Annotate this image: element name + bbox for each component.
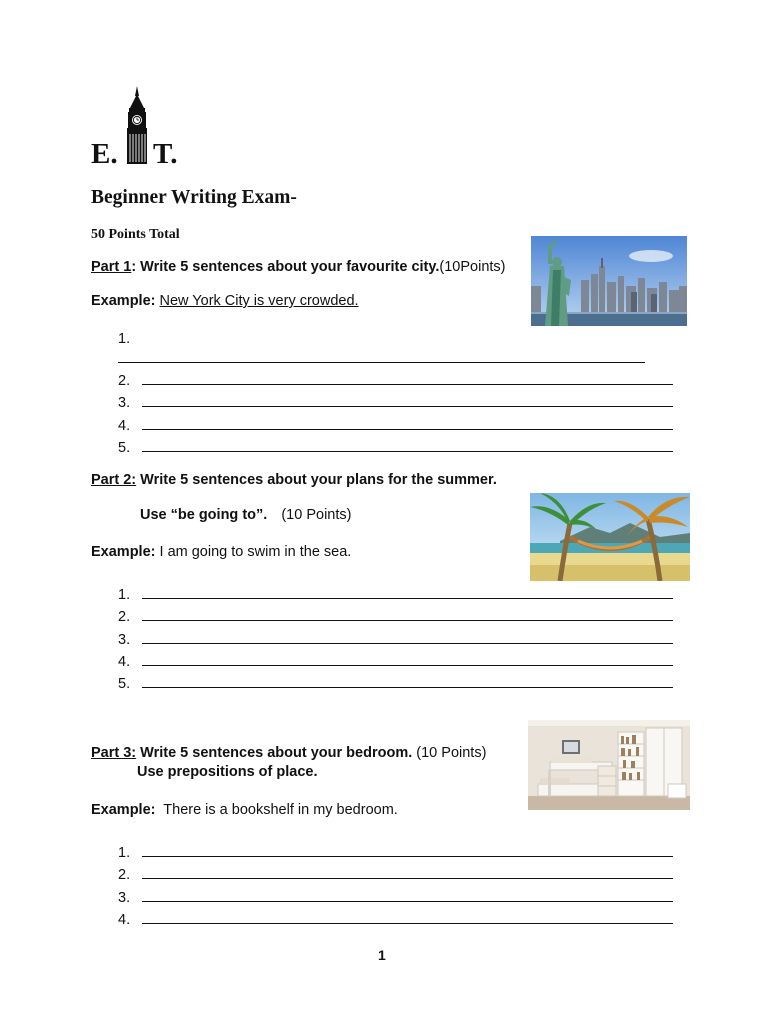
list-item [118,906,673,928]
list-item [118,603,673,625]
part3-subheading [137,764,318,780]
part3-instruction2: Use prepositions of place. [137,764,318,780]
logo-letter-t: T. [153,138,178,170]
part1-example-text: New York City is very crowded. [159,293,359,309]
points-total: 50 Points Total [91,227,180,242]
list-item [118,625,673,647]
part2-example-label: Example: [91,544,156,560]
list-item [118,347,673,367]
part3-example-label: Example: [91,802,156,818]
part3-example-text: There is a bookshelf in my bedroom. [155,802,398,818]
answer-line[interactable] [142,415,673,430]
item-number: 1. [118,845,131,862]
answer-line[interactable] [142,651,673,666]
answer-line[interactable] [118,348,645,363]
answer-line[interactable] [142,673,673,688]
part3-points: (10 Points) [416,745,487,761]
list-item [118,389,673,411]
answer-line[interactable] [142,864,673,879]
part2-points: (10 Points) [281,507,352,523]
part2-label: Part 2: [91,472,137,488]
list-item [118,325,673,347]
item-number: 2. [118,373,131,390]
logo-letter-e: E. [91,138,118,170]
part1-label: Part 1 [91,259,132,275]
item-number: 2. [118,609,131,626]
answer-line[interactable] [142,392,673,407]
part3-label: Part 3: [91,745,137,761]
item-number: 5. [118,675,131,692]
answer-line[interactable] [142,629,673,644]
part3-answer-list [118,839,673,928]
list-item [118,367,673,389]
list-item [118,839,673,861]
list-item [118,648,673,670]
list-item [118,411,673,433]
list-item [118,861,673,883]
answer-line[interactable] [142,909,673,924]
list-item [118,883,673,905]
item-number: 1. [118,331,131,347]
answer-line[interactable] [142,437,673,452]
tropical-beach-hammock-photo [530,493,690,581]
page-number: 1 [378,947,386,963]
part1-answer-list [118,325,673,456]
part2-instruction2: Use “be going to”. [140,507,268,523]
item-number: 1. [118,587,131,604]
answer-line[interactable] [142,606,673,621]
item-number: 2. [118,867,131,884]
item-number: 3. [118,889,131,906]
part2-answer-list [118,581,673,692]
part1-instruction: Write 5 sentences about your favourite city. [136,259,440,275]
big-ben-tower-icon [122,86,152,164]
answer-line[interactable] [142,887,673,902]
part1-heading [91,259,506,275]
exam-title: Beginner Writing Exam- [91,187,297,208]
item-number: 4. [118,417,131,434]
list-item [118,670,673,692]
part1-example [91,293,359,309]
part1-points: (10Points) [439,259,506,275]
part2-example [91,544,351,560]
part3-heading [91,745,486,761]
list-item [118,434,673,456]
item-number: 3. [118,395,131,412]
part1-example-label: Example: [91,293,156,309]
part2-heading [91,472,497,488]
item-number: 5. [118,439,131,456]
item-number: 4. [118,911,131,928]
part2-instruction: Write 5 sentences about your plans for the summer. [136,472,497,488]
part2-subheading [140,507,351,523]
part3-instruction: Write 5 sentences about your bedroom. [136,745,413,761]
answer-line[interactable] [142,370,673,385]
answer-line[interactable] [142,842,673,857]
item-number: 3. [118,631,131,648]
bedroom-interior-photo [528,720,690,810]
statue-of-liberty-new-york-skyline-photo [531,236,687,326]
part2-example-text: I am going to swim in the sea. [155,544,352,560]
part1-colon: : [131,259,137,275]
list-item [118,581,673,603]
item-number: 4. [118,653,131,670]
answer-line[interactable] [142,584,673,599]
part3-example [91,802,398,818]
